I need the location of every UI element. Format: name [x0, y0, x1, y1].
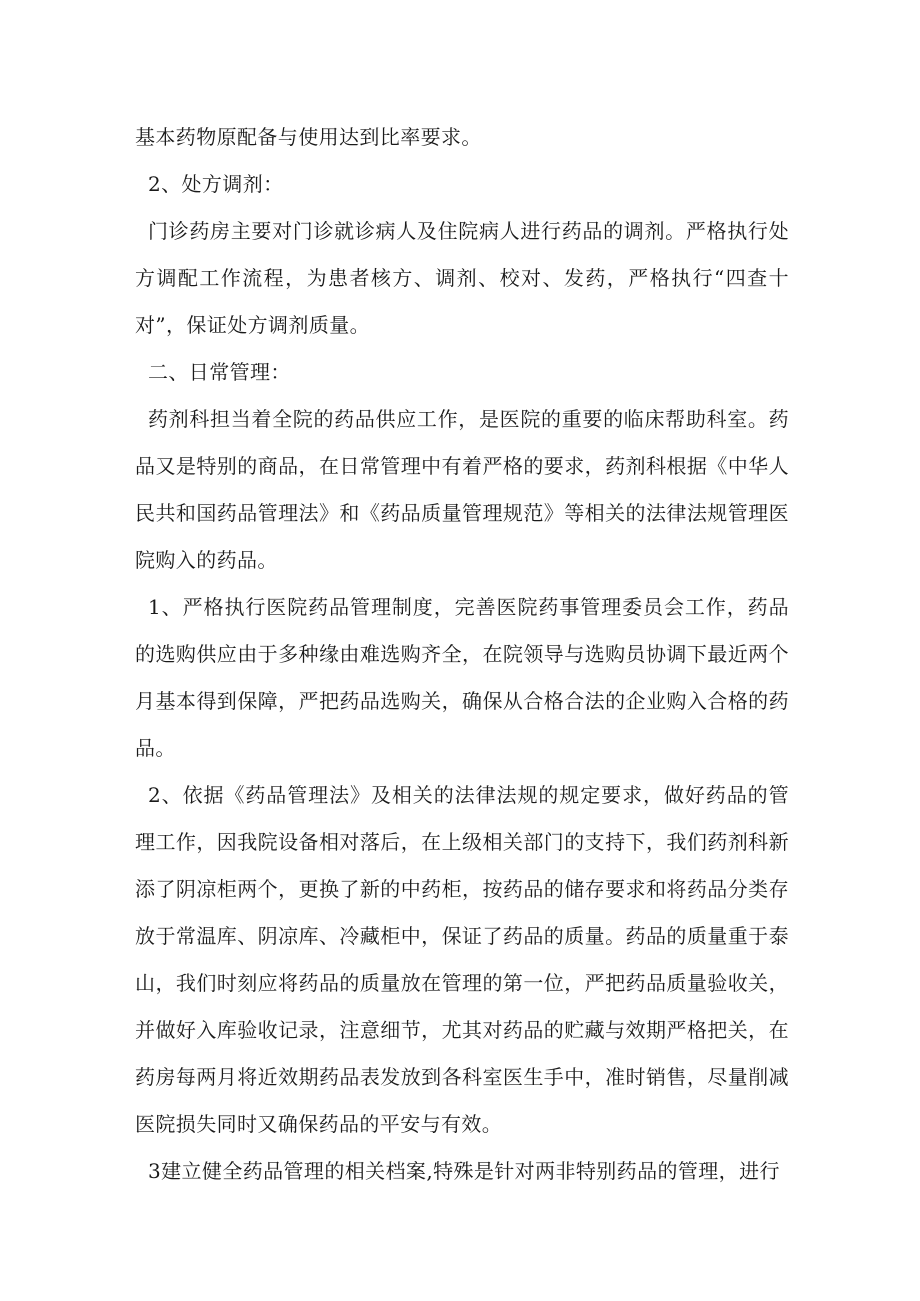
document-body [135, 114, 789, 1195]
paragraph-outpatient-pharmacy: 门诊药房主要对门诊就诊病人及住院病人进行药品的调剂。严格执行处方调配工作流程，为患者核方、调剂、校对、发药，严格执行“四查十对”，保证处方调剂质量。 [135, 219, 789, 337]
paragraph-item-3: 3建立健全药品管理的相关档案,特殊是针对两非特别药品的管理，进行 [148, 1159, 780, 1183]
paragraph-item-2: 2、依据《药品管理法》及相关的法律法规的规定要求，做好药品的管理工作，因我院设备相对落后，在上级相关部门的支持下，我们药剂科新添了阴凉柜两个，更换了新的中药柜，按药品的储存要求和将药品分类存放于常温库、阴凉库、冷藏柜中，保证了药品的质量。药品的质量重于泰山，我们时刻应将药品的质量放在管理的第一位，严把药品质量验收关，并做好入库验收记录，注意细节，尤其对药品的贮藏与效期严格把关，在药房每两月将近效期药品表发放到各科室医生手中，准时销售，尽量削减医院损失同时又确保药品的平安与有效。 [135, 783, 789, 1136]
section-heading-daily-management: 二、日常管理： [148, 360, 291, 384]
paragraph-item-1: 1、严格执行医院药品管理制度，完善医院药事管理委员会工作，药品的选购供应由于多种缘由难选购齐全，在院领导与选购员协调下最近两个月基本得到保障，严把药品选购关，确保从合格合法的企业购入合格的药品。 [135, 595, 789, 760]
paragraph-pharmacy-department: 药剂科担当着全院的药品供应工作，是医院的重要的临床帮助科室。药品又是特别的商品，在日常管理中有着严格的要求，药剂科根据《中华人民共和国药品管理法》和《药品质量管理规范》等相关的法律法规管理医院购入的药品。 [135, 407, 789, 572]
section-heading-prescription-dispensing: 2、处方调剂： [148, 172, 284, 196]
paragraph-continuation: 基本药物原配备与使用达到比率要求。 [135, 125, 482, 149]
